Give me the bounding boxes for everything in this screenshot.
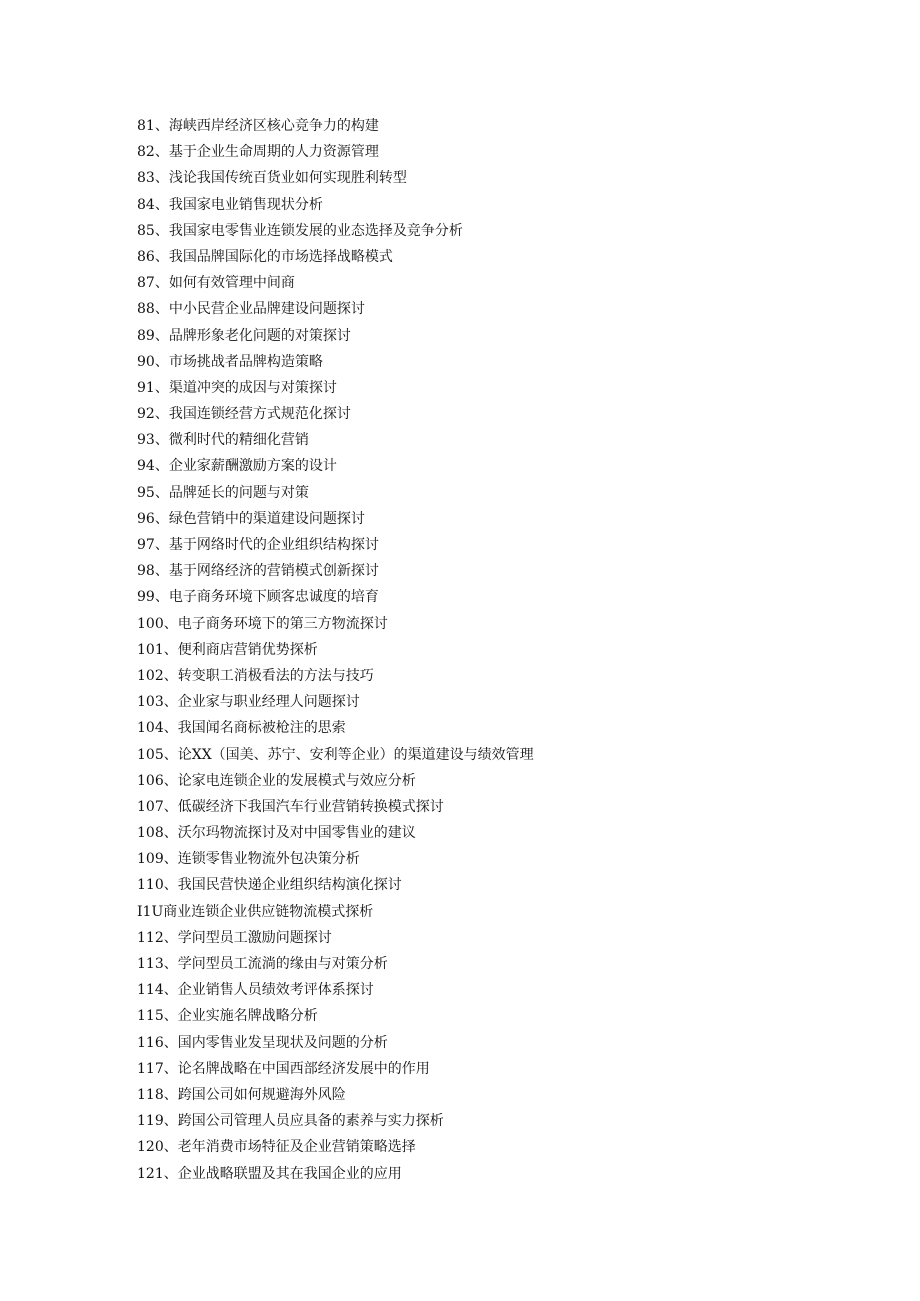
list-item: 85、我国家电零售业连锁发展的业态选择及竞争分析 <box>137 222 463 239</box>
list-item: 112、学问型员工激励问题探讨 <box>137 929 332 946</box>
list-item: 95、品牌延长的问题与对策 <box>137 484 309 501</box>
topic-list <box>137 113 534 1187</box>
list-item: 109、连锁零售业物流外包决策分析 <box>137 851 360 868</box>
list-item: 107、低碳经济下我国汽车行业营销转换模式探讨 <box>137 798 444 815</box>
list-item: 108、沃尔玛物流探讨及对中国零售业的建议 <box>137 825 416 842</box>
list-item: 96、绿色营销中的渠道建设问题探讨 <box>137 510 365 527</box>
list-item: 101、便利商店营销优势探析 <box>137 641 318 658</box>
list-item: 81、海峡西岸经济区核心竞争力的构建 <box>137 118 379 134</box>
list-item: 116、国内零售业发呈现状及问题的分析 <box>137 1034 388 1051</box>
list-item: 99、电子商务环境下顾客忠诚度的培育 <box>137 589 379 606</box>
list-item: 92、我国连锁经营方式规范化探讨 <box>137 406 351 423</box>
list-item: 118、跨国公司如何规避海外风险 <box>137 1086 346 1103</box>
list-item: 90、市场挑战者品牌构造策略 <box>137 353 323 370</box>
list-item: 87、如何有效管理中间商 <box>137 275 295 292</box>
list-item: I1U商业连锁企业供应链物流模式探析 <box>137 903 374 920</box>
list-item: 86、我国品牌国际化的市场选择战略模式 <box>137 248 393 265</box>
list-item: 104、我国闻名商标被枪注的思索 <box>137 720 346 737</box>
list-item: 103、企业家与职业经理人问题探讨 <box>137 694 360 711</box>
list-item: 88、中小民营企业品牌建设问题探讨 <box>137 301 365 318</box>
list-item: 83、浅论我国传统百货业如何实现胜利转型 <box>137 170 407 187</box>
list-item: 84、我国家电业销售现状分析 <box>137 196 323 213</box>
list-item: 115、企业实施名牌战略分析 <box>137 1008 318 1025</box>
list-item: 89、品牌形象老化问题的对策探讨 <box>137 327 351 344</box>
list-item: 91、渠道冲突的成因与对策探讨 <box>137 379 337 396</box>
list-item: 120、老年消费市场特征及企业营销策略选择 <box>137 1139 416 1156</box>
list-item: 98、基于网络经济的营销模式创新探讨 <box>137 563 379 580</box>
list-item: 121、企业战略联盟及其在我国企业的应用 <box>137 1165 402 1182</box>
list-item: 117、论名牌战略在中国西部经济发展中的作用 <box>137 1060 430 1077</box>
list-item: 94、企业家薪酬激励方案的设计 <box>137 458 337 475</box>
list-item: 97、基于网络时代的企业组织结构探讨 <box>137 537 379 553</box>
list-item: 114、企业销售人员绩效考评体系探讨 <box>137 982 374 999</box>
list-item: 102、转变职工消极看法的方法与技巧 <box>137 667 374 684</box>
list-item: 93、微利时代的精细化营销 <box>137 432 309 449</box>
list-item: 113、学问型员工流淌的缘由与对策分析 <box>137 956 388 972</box>
list-item: 82、基于企业生命周期的人力资源管理 <box>137 144 379 161</box>
list-item: 119、跨国公司管理人员应具备的素养与实力探析 <box>137 1113 444 1130</box>
list-item: 106、论家电连锁企业的发展模式与效应分析 <box>137 772 416 789</box>
list-item: 100、电子商务环境下的第三方物流探讨 <box>137 615 388 632</box>
list-item: 110、我国民营快递企业组织结构演化探讨 <box>137 877 402 894</box>
list-item: 105、论XX（国美、苏宁、安利等企业）的渠道建设与绩效管理 <box>137 746 534 763</box>
